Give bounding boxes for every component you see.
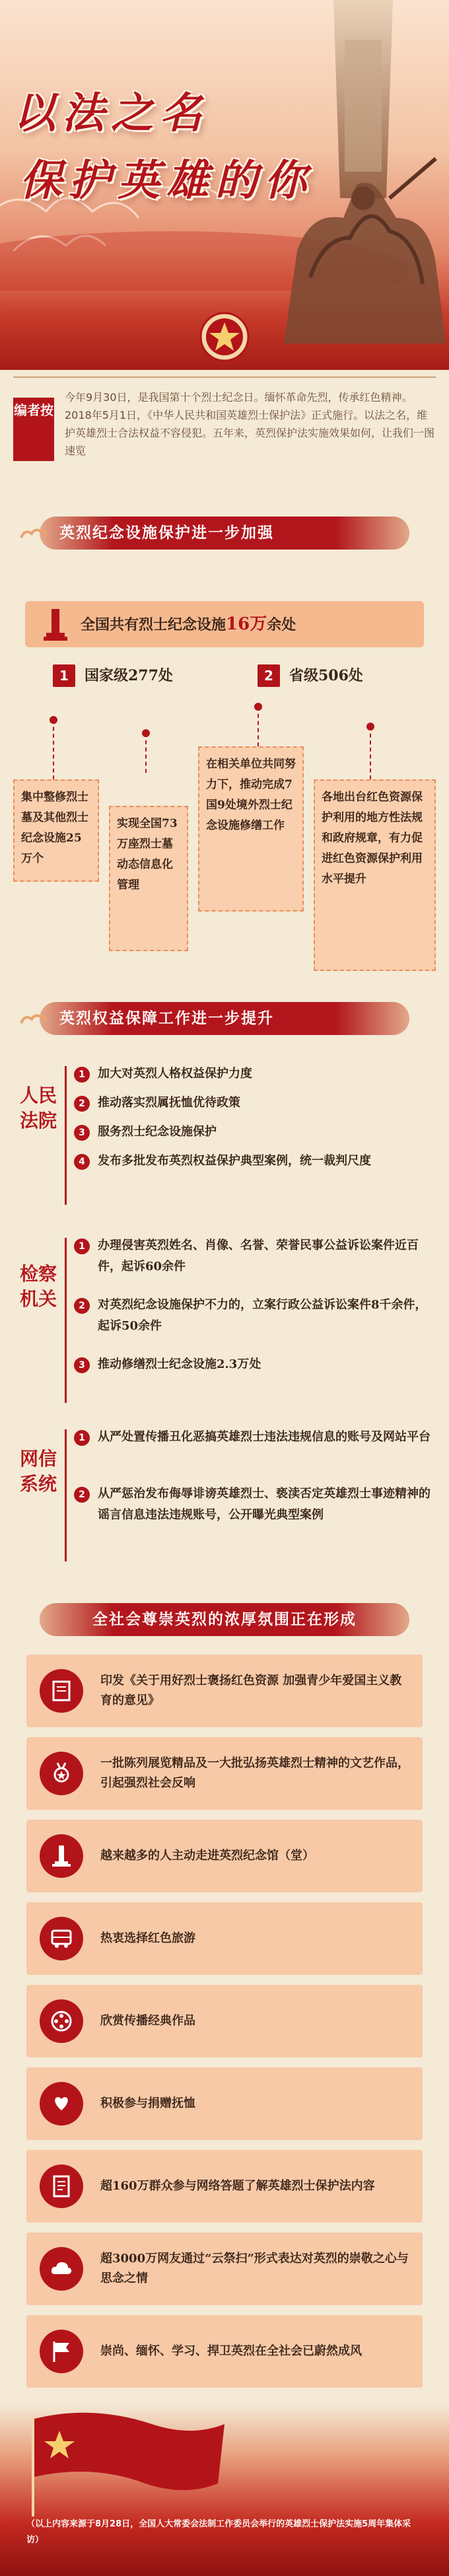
procuratorate-label: 检察机关 [19, 1263, 57, 1310]
flow-item-1: 集中整修烈士墓及其他烈士纪念设施25万个 [13, 779, 99, 882]
item-text: 服务烈士纪念设施保护 [98, 1125, 217, 1139]
section2-banner [0, 994, 449, 1043]
court-item [74, 1092, 431, 1114]
memorial-total-suffix: 余处 [267, 616, 296, 633]
item-text: 对英烈纪念设施保护不力的，立案行政公益诉讼案件8千余件，起诉50余件 [98, 1298, 427, 1333]
red-flag-image [20, 2411, 231, 2517]
memorial-total-number: 16万 [226, 614, 267, 634]
item-number-badge: 2 [74, 1096, 90, 1112]
society-item-text: 欣赏传播经典作品 [100, 2014, 195, 2028]
cyberspace-label: 网信系统 [19, 1448, 57, 1495]
item-number-badge: 3 [74, 1357, 90, 1373]
memorial-total-box [25, 601, 424, 647]
society-item-text: 印发《关于用好烈士褒扬红色资源 加强青少年爱国主义教育的意见》 [100, 1674, 402, 1707]
hero-banner [0, 0, 449, 370]
flow-dot [366, 723, 374, 731]
society-item-text: 热衷选择红色旅游 [100, 1931, 195, 1945]
item-number-badge: 3 [74, 1125, 90, 1141]
book-icon [40, 1669, 83, 1713]
heart-hand-icon [40, 2082, 83, 2126]
court-item [74, 1063, 431, 1085]
hero-title-line1: 以法之名 [13, 89, 209, 138]
flow-item-2: 实现全国73万座烈士墓动态信息化管理 [109, 806, 188, 951]
cyberspace-block [13, 1427, 436, 1579]
flow-item-4: 各地出台红色资源保护利用的地方性法规和政府规章，有力促进红色资源保护利用水平提升 [314, 779, 436, 971]
source-note: （以上内容来源于8月28日，全国人大常委会法制工作委员会举行的英雄烈士保护法实施5周年集体采访） [26, 2519, 411, 2545]
society-item-text: 超160万群众参与网络答题了解英雄烈士保护法内容 [100, 2179, 375, 2193]
cloud-ornament-icon [18, 523, 48, 543]
item-number-badge: 4 [74, 1154, 90, 1170]
national-level-text: 国家级277处 [85, 667, 173, 684]
flow-connector [53, 720, 54, 779]
monument-icon [40, 1834, 83, 1878]
section1-title: 英烈纪念设施保护进一步加强 [59, 524, 274, 542]
society-item-text: 超3000万网友通过“云祭扫”形式表达对英烈的崇敬之心与思念之情 [100, 2252, 409, 2285]
flow-dot [254, 703, 262, 711]
achievement-flow [13, 707, 436, 984]
society-item [26, 2067, 423, 2140]
section3-title: 全社会尊崇英烈的浓厚氛围正在形成 [92, 1611, 357, 1628]
item-number-badge: 2 [74, 1487, 90, 1503]
star-emblem-icon [198, 310, 251, 363]
society-item [26, 1902, 423, 1975]
provincial-level-badge: 2 [258, 664, 280, 687]
flag-icon [40, 2330, 83, 2373]
society-item-text: 崇尚、缅怀、学习、捍卫英烈在全社会已蔚然成风 [100, 2344, 362, 2358]
item-text: 推动落实烈属抚恤优待政策 [98, 1096, 240, 1110]
society-item [26, 1655, 423, 1727]
monument-icon [42, 608, 69, 641]
document-icon [40, 2165, 83, 2208]
item-text: 推动修缮烈士纪念设施2.3万处 [98, 1357, 261, 1371]
memorial-total-text [81, 601, 296, 647]
flow-connector [258, 707, 259, 746]
section1-banner [0, 509, 449, 557]
flow-item-3: 在相关单位共同努力下，推动完成7国9处境外烈士纪念设施修缮工作 [198, 746, 304, 912]
society-item [26, 2150, 423, 2223]
flow-dot [50, 716, 57, 724]
section2-title: 英烈权益保障工作进一步提升 [59, 1010, 274, 1027]
item-text: 发布多批发布英烈权益保护典型案例，统一裁判尺度 [98, 1154, 371, 1168]
flow-connector [145, 733, 147, 773]
memorial-total-prefix: 全国共有烈士纪念设施 [81, 616, 226, 633]
hero-title-line2: 保护英雄的你 [20, 157, 313, 205]
item-text: 从严处置传播丑化恶搞英雄烈士违法违规信息的账号及网站平台 [98, 1430, 431, 1444]
provincial-level-count [258, 662, 363, 689]
court-item [74, 1122, 431, 1143]
national-level-count [53, 662, 173, 689]
court-divider [65, 1066, 67, 1205]
court-block [13, 1063, 436, 1215]
item-text: 办理侵害英烈姓名、肖像、名誉、荣誉民事公益诉讼案件近百件，起诉60余件 [98, 1238, 419, 1273]
item-text: 加大对英烈人格权益保护力度 [98, 1067, 252, 1081]
item-number-badge: 2 [74, 1298, 90, 1314]
bus-icon [40, 1917, 83, 1960]
item-number-badge: 1 [74, 1067, 90, 1083]
cloud-icon [40, 2247, 83, 2291]
cyberspace-item [74, 1427, 431, 1448]
procuratorate-block [13, 1235, 436, 1407]
society-item [26, 1985, 423, 2057]
footer-banner [0, 2404, 449, 2576]
procuratorate-divider [65, 1238, 67, 1403]
section3-banner [0, 1595, 449, 1644]
society-item [26, 2233, 423, 2305]
society-item [26, 2315, 423, 2388]
item-text: 从严惩治发布侮辱诽谤英雄烈士、亵渎否定英雄烈士事迹精神的谣言信息违法违规账号，公开曝光典型案例 [98, 1487, 431, 1522]
national-level-badge: 1 [53, 664, 75, 687]
provincial-level-text: 省级506处 [289, 667, 363, 684]
editor-note-tag: 编者按 [13, 398, 54, 461]
cyberspace-item [74, 1484, 431, 1526]
court-label: 人民法院 [19, 1085, 57, 1131]
procuratorate-item [74, 1235, 431, 1277]
procuratorate-item [74, 1354, 431, 1375]
editor-note-text: 今年9月30日，是我国第十个烈士纪念日。缅怀革命先烈，传承红色精神。2018年5月1日，《中华人民共和国英雄烈士保护法》正式施行。以法之名，维护英雄烈士合法权益不容侵犯。五年来，英烈保护法实施效果如何，让我们一图速览 [65, 391, 435, 457]
film-reel-icon [40, 1999, 83, 2043]
flow-dot [142, 729, 150, 737]
medal-icon [40, 1752, 83, 1795]
society-item-text: 积极参与捐赠抚恤 [100, 2096, 195, 2110]
item-number-badge: 1 [74, 1238, 90, 1254]
editor-note [13, 376, 436, 490]
society-item [26, 1820, 423, 1892]
item-number-badge: 1 [74, 1430, 90, 1446]
society-item-text: 越来越多的人主动走进英烈纪念馆（堂） [100, 1849, 314, 1863]
cloud-ornament-icon [18, 1009, 48, 1028]
society-item [26, 1737, 423, 1810]
society-item-text: 一批陈列展览精品及一大批弘扬英雄烈士精神的文艺作品，引起强烈社会反响 [100, 1756, 409, 1790]
cyberspace-divider [65, 1429, 67, 1561]
flow-connector [370, 727, 371, 779]
court-item [74, 1151, 431, 1172]
procuratorate-item [74, 1295, 431, 1337]
